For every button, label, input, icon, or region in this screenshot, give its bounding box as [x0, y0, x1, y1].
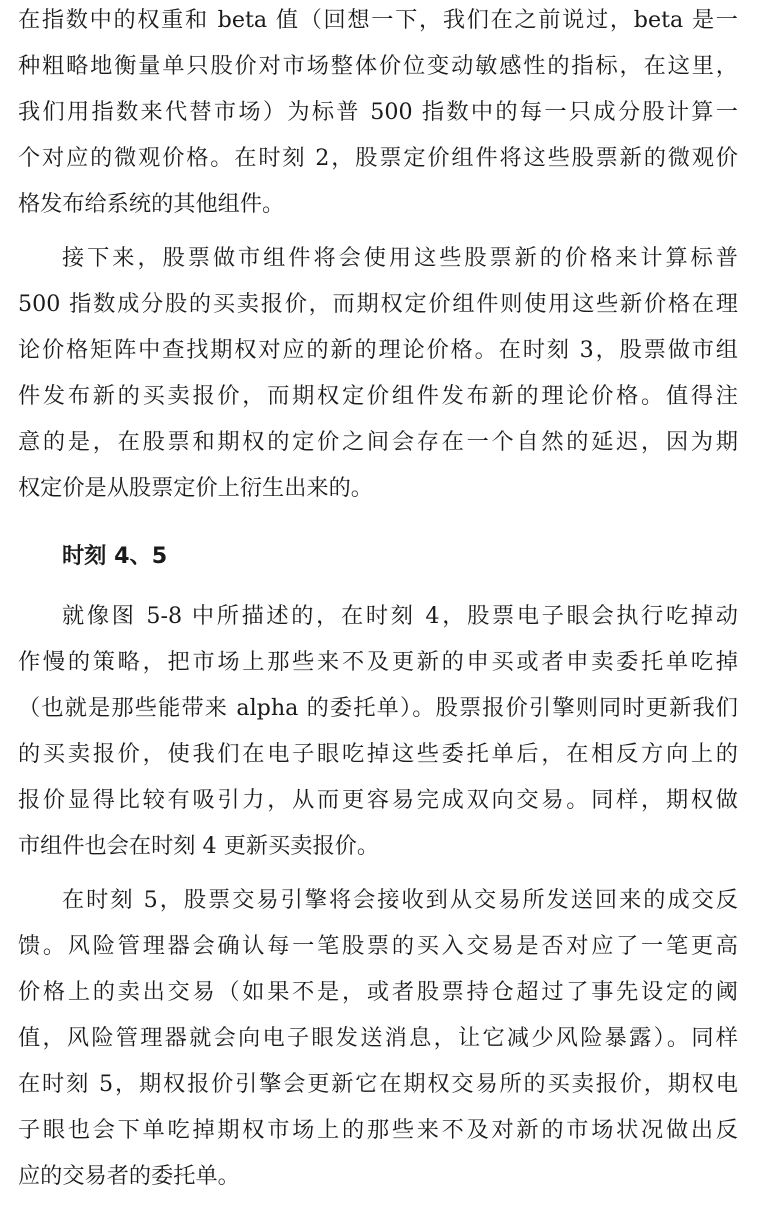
text-line: 作慢的策略，把市场上那些来不及更新的申买或者申卖委托单吃掉 [18, 649, 738, 675]
text-line: 论价格矩阵中查找期权对应的新的理论价格。在时刻 3，股票做市组 [18, 337, 738, 363]
text-line: 市组件也会在时刻 4 更新买卖报价。 [18, 833, 380, 859]
text-line: 在时刻 5，期权报价引擎会更新它在期权交易所的买卖报价，期权电 [18, 1071, 738, 1097]
text-line: 件发布新的买卖报价，而期权定价组件发布新的理论价格。值得注 [18, 383, 738, 409]
text-line: 接下来，股票做市组件将会使用这些股票新的价格来计算标普 [62, 245, 738, 271]
text-line: 格发布给系统的其他组件。 [18, 191, 285, 217]
text-line: 报价显得比较有吸引力，从而更容易完成双向交易。同样，期权做 [18, 787, 738, 813]
text-line: 价格上的卖出交易（如果不是，或者股票持仓超过了事先设定的阈 [18, 979, 738, 1005]
text-line: 我们用指数来代替市场）为标普 500 指数中的每一只成分股计算一 [18, 99, 738, 125]
text-line: 应的交易者的委托单。 [18, 1163, 240, 1189]
text-line: 馈。风险管理器会确认每一笔股票的买入交易是否对应了一笔更高 [18, 933, 738, 959]
text-line: 意的是，在股票和期权的定价之间会存在一个自然的延迟，因为期 [18, 429, 738, 455]
text-line: 子眼也会下单吃掉期权市场上的那些来不及对新的市场状况做出反 [18, 1117, 738, 1143]
section-heading: 时刻 4、5 [62, 543, 168, 569]
text-line: 在指数中的权重和 beta 值（回想一下，我们在之前说过，beta 是一 [18, 7, 738, 33]
text-line: （也就是那些能带来 alpha 的委托单）。股票报价引擎则同时更新我们 [18, 695, 738, 721]
text-line: 的买卖报价，使我们在电子眼吃掉这些委托单后，在相反方向上的 [18, 741, 738, 767]
text-line: 500 指数成分股的买卖报价，而期权定价组件则使用这些新价格在理 [18, 291, 738, 317]
text-line: 就像图 5-8 中所描述的，在时刻 4，股票电子眼会执行吃掉动 [62, 603, 738, 629]
text-line: 值，风险管理器就会向电子眼发送消息，让它减少风险暴露）。同样 [18, 1025, 738, 1051]
text-line: 权定价是从股票定价上衍生出来的。 [18, 475, 373, 501]
text-line: 个对应的微观价格。在时刻 2，股票定价组件将这些股票新的微观价 [18, 145, 738, 171]
text-line: 种粗略地衡量单只股价对市场整体价位变动敏感性的指标，在这里， [18, 53, 738, 79]
text-line: 在时刻 5，股票交易引擎将会接收到从交易所发送回来的成交反 [62, 887, 738, 913]
